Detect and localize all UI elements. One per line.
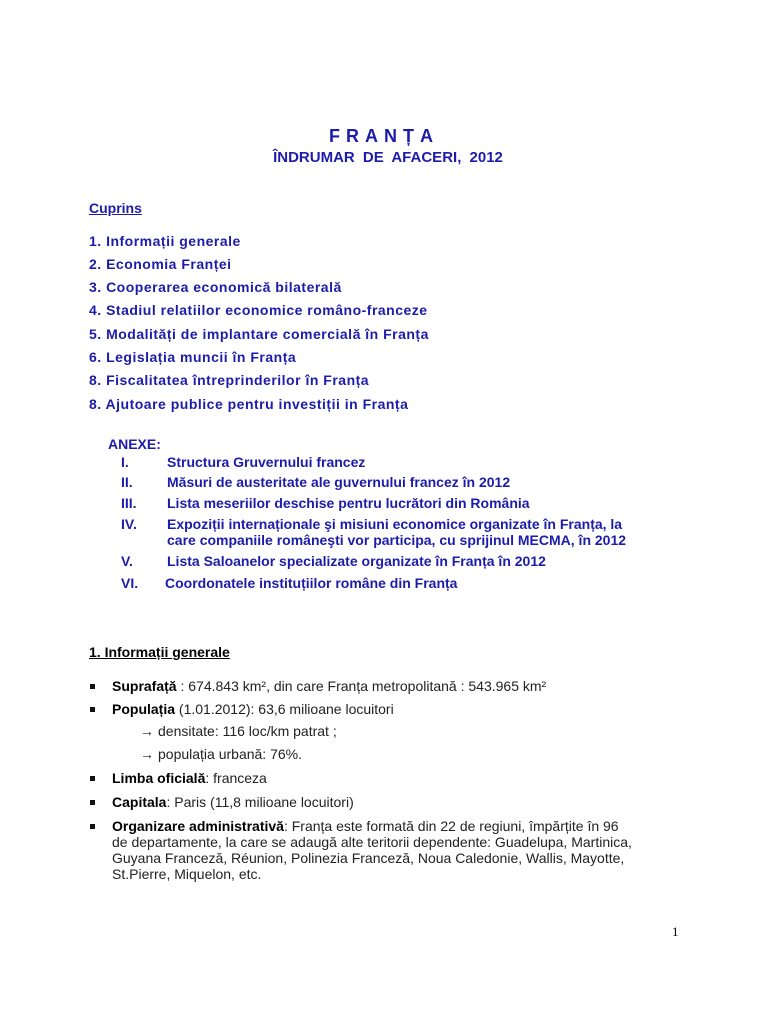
annex-item-continuation: care companiile româneşti vor participa, cu sprijinul MECMA, în 2012: [167, 532, 627, 548]
info-value: (1.01.2012): 63,6 milioane locuitori: [175, 701, 394, 717]
toc-item: 6. Legislația muncii în Franța: [89, 349, 297, 365]
bullet-icon: [90, 684, 95, 689]
annex-item: Măsuri de austeritate ale guvernului francez în 2012: [167, 474, 511, 490]
section-heading: 1. Informații generale: [89, 644, 230, 660]
info-value: : 674.843 km², din care Franța metropolitană : 543.965 km²: [176, 678, 547, 694]
info-item-language: [112, 770, 267, 786]
sub-item-density: densitate: 116 loc/km patrat ;: [158, 723, 337, 739]
info-label: Populația: [112, 701, 176, 717]
toc-item: 2. Economia Franței: [89, 256, 232, 272]
info-continuation: Guyana Franceză, Réunion, Polinezia Franceză, Noua Caledonie, Wallis, Mayotte,: [112, 850, 625, 866]
toc-heading: Cuprins: [89, 200, 142, 216]
info-label: Limba oficială: [112, 770, 206, 786]
annex-number: VI.: [121, 575, 139, 591]
annex-item: Coordonatele instituțiilor române din Franța: [165, 575, 458, 591]
sub-item-urban: populația urbană: 76%.: [158, 746, 302, 762]
bullet-icon: [90, 776, 95, 781]
bullet-icon: [90, 824, 95, 829]
info-item-surface: [112, 678, 546, 694]
annex-item: Lista meseriilor deschise pentru lucrători din România: [167, 495, 530, 511]
annex-number: IV.: [121, 516, 137, 532]
annex-number: III.: [121, 495, 137, 511]
info-item-population: [112, 701, 394, 717]
info-value: : Paris (11,8 milioane locuitori): [166, 794, 354, 810]
annexes-label: ANEXE:: [108, 436, 161, 452]
annex-number: II.: [121, 474, 133, 490]
toc-item: 8. Fiscalitatea întreprinderilor în Franța: [89, 372, 370, 388]
info-continuation: St.Pierre, Miquelon, etc.: [112, 866, 262, 882]
bullet-icon: [90, 707, 95, 712]
info-label: Organizare administrativă: [112, 818, 284, 834]
info-value: : Franța este formată din 22 de regiuni, împărțite în 96: [283, 818, 619, 834]
annex-item: Expoziții internaționale şi misiuni economice organizate în Franța, la: [167, 516, 623, 532]
info-label: Capitala: [112, 794, 167, 810]
annex-number: I.: [121, 454, 129, 470]
bullet-icon: [90, 800, 95, 805]
annex-item: Lista Saloanelor specializate organizate în Franța în 2012: [167, 553, 546, 569]
annex-item: Structura Gruvernului francez: [167, 454, 366, 470]
toc-item: 3. Cooperarea economică bilaterală: [89, 279, 342, 295]
info-label: Suprafață: [112, 678, 177, 694]
page-number: 1: [672, 924, 679, 939]
info-item-administration: [112, 818, 619, 834]
info-continuation: de departamente, la care se adaugă alte teritorii dependente: Guadelupa, Martinica,: [112, 834, 632, 850]
arrow-right-icon: →: [140, 746, 154, 762]
toc-item: 8. Ajutoare publice pentru investiții in Franța: [89, 396, 409, 412]
toc-item: 4. Stadiul relatiilor economice româno-franceze: [89, 302, 428, 318]
info-item-capital: [112, 794, 354, 810]
annex-number: V.: [121, 553, 133, 569]
document-title: FRANȚA: [329, 126, 439, 146]
toc-item: 1. Informații generale: [89, 233, 241, 249]
info-value: : franceza: [205, 770, 267, 786]
document-subtitle: ÎNDRUMAR DE AFACERI, 2012: [273, 149, 503, 166]
arrow-right-icon: →: [140, 723, 154, 739]
toc-item: 5. Modalități de implantare comercială în Franța: [89, 326, 429, 342]
